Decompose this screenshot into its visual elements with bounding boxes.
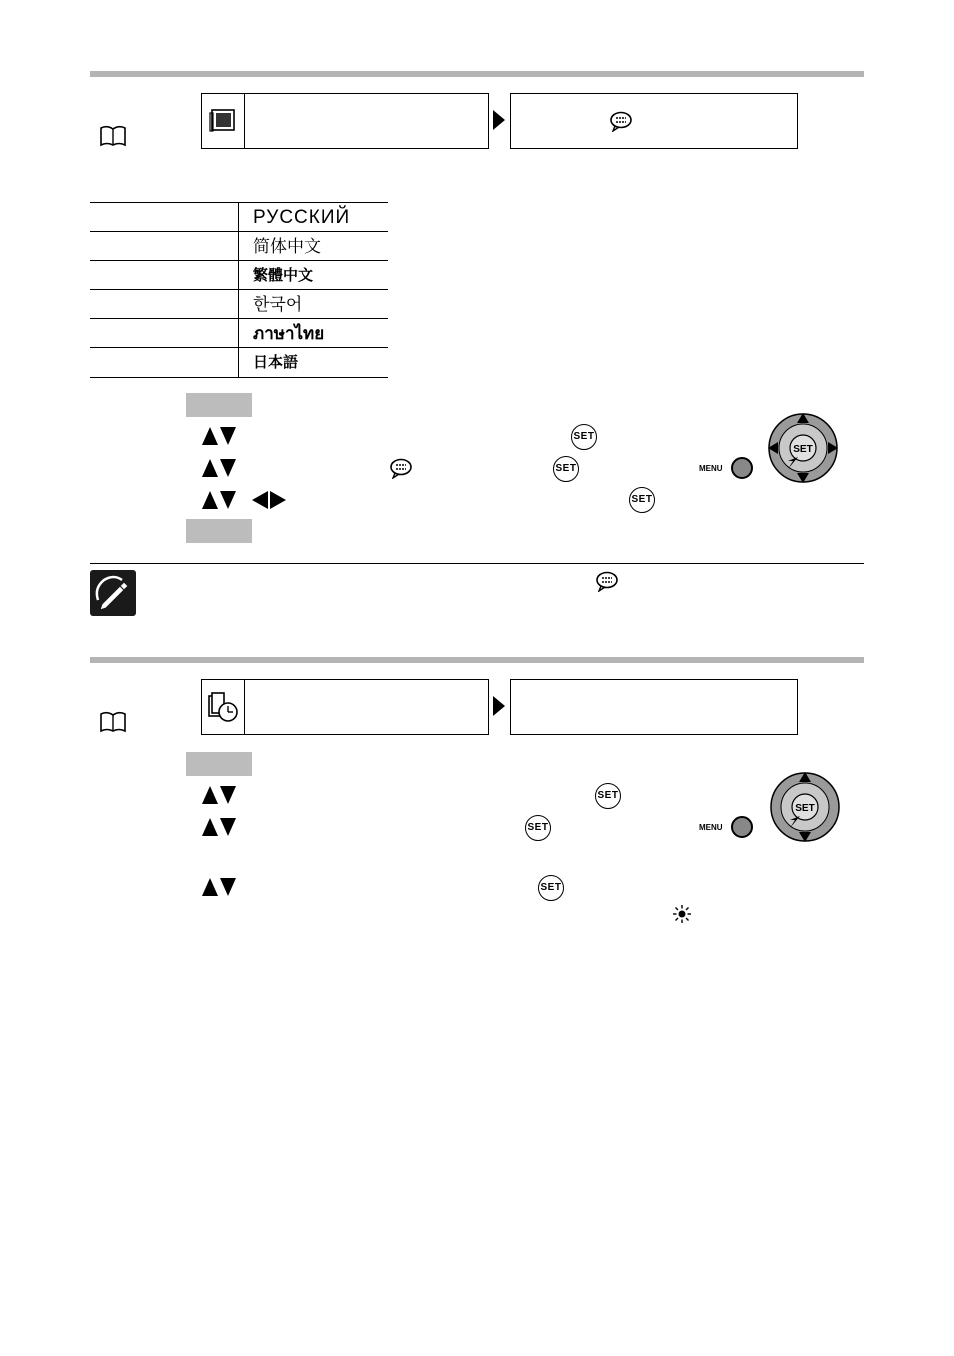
set-button[interactable]: SET xyxy=(525,815,551,841)
language-row xyxy=(90,231,388,261)
date-time-setup-icon xyxy=(206,692,240,724)
menu-path-box-2 xyxy=(510,93,798,149)
language-name: ภาษาไทย xyxy=(238,319,324,348)
speech-bubble-icon xyxy=(595,570,619,592)
menu-button-label: MENU xyxy=(699,464,723,473)
note-pencil-icon xyxy=(90,570,136,616)
language-row xyxy=(90,202,388,232)
menu-path-arrow xyxy=(493,696,505,716)
left-right-arrows-icon xyxy=(252,491,286,509)
menu-path-box-1 xyxy=(201,93,489,149)
speech-bubble-icon xyxy=(389,457,413,479)
language-name: 日本語 xyxy=(238,348,298,377)
set-button[interactable]: SET xyxy=(538,875,564,901)
set-button[interactable]: SET xyxy=(629,487,655,513)
up-down-arrows-icon xyxy=(202,786,236,804)
section-divider-top xyxy=(90,71,864,77)
joystick-label: SET xyxy=(795,803,815,814)
book-icon xyxy=(99,125,127,147)
up-down-arrows-icon xyxy=(202,459,236,477)
language-row xyxy=(90,318,388,348)
section-divider-bottom xyxy=(90,657,864,663)
set-button[interactable]: SET xyxy=(595,783,621,809)
menu-button[interactable] xyxy=(731,457,753,479)
set-button[interactable]: SET xyxy=(553,456,579,482)
language-name: РУССКИЙ xyxy=(238,203,350,232)
step-label-bar xyxy=(186,752,252,776)
joystick-label: SET xyxy=(793,444,813,455)
up-down-arrows-icon xyxy=(202,491,236,509)
menu-button-label: MENU xyxy=(699,823,723,832)
menu-path-box-1 xyxy=(201,679,489,735)
language-row xyxy=(90,347,388,378)
up-down-arrows-icon xyxy=(202,427,236,445)
joystick-icon[interactable] xyxy=(766,411,840,485)
book-icon xyxy=(99,711,127,733)
step-label-bar xyxy=(186,393,252,417)
menu-path-box-2 xyxy=(510,679,798,735)
display-setup-icon xyxy=(208,107,238,135)
menu-button[interactable] xyxy=(731,816,753,838)
up-down-arrows-icon xyxy=(202,818,236,836)
speech-bubble-icon xyxy=(609,110,633,132)
set-button[interactable]: SET xyxy=(571,424,597,450)
menu-path-arrow xyxy=(493,110,505,130)
sun-icon xyxy=(673,905,691,923)
language-name: 한국어 xyxy=(238,290,302,319)
joystick-icon[interactable] xyxy=(768,770,842,844)
language-row xyxy=(90,260,388,290)
language-name: 简体中文 xyxy=(238,232,321,261)
note-divider xyxy=(90,563,864,564)
up-down-arrows-icon xyxy=(202,878,236,896)
step-label-bar xyxy=(186,519,252,543)
language-row xyxy=(90,289,388,319)
language-name: 繁體中文 xyxy=(238,261,313,290)
